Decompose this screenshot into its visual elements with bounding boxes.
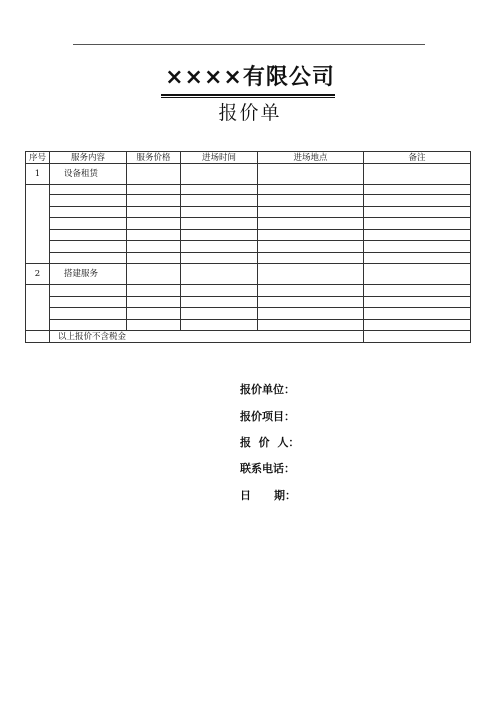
service-name: 搭建服务 <box>50 264 127 285</box>
top-rule <box>73 44 425 45</box>
column-header-remarks: 备注 <box>364 152 471 164</box>
table-row <box>26 185 471 195</box>
table-row <box>26 319 471 331</box>
company-underline-thin <box>161 97 335 98</box>
column-header-entry-time: 进场时间 <box>181 152 258 164</box>
table-row <box>26 195 471 207</box>
column-header-service: 服务内容 <box>50 152 127 164</box>
quote-table <box>25 151 471 343</box>
table-row <box>26 252 471 264</box>
date-label: 日 期： <box>240 489 296 502</box>
table-row <box>26 264 471 285</box>
company-name: ××××有限公司 <box>165 65 335 90</box>
column-header-price: 服务价格 <box>127 152 181 164</box>
table-row <box>26 308 471 320</box>
quote-project-label: 报价项目： <box>240 410 295 423</box>
group-spacer-cell <box>26 185 50 264</box>
group-spacer-cell <box>26 285 50 331</box>
table-row <box>26 218 471 230</box>
table-row <box>26 206 471 218</box>
row-number: 2 <box>26 264 50 285</box>
price-cell <box>127 164 181 185</box>
tax-note-row <box>26 331 471 343</box>
entry-time-cell <box>181 264 258 285</box>
entry-location-cell <box>258 164 364 185</box>
column-header-entry-location: 进场地点 <box>258 152 364 164</box>
quote-unit-label: 报价单位： <box>240 383 295 396</box>
price-cell <box>127 264 181 285</box>
entry-time-cell <box>181 164 258 185</box>
table-row <box>26 285 471 297</box>
quoter-label: 报 价 人： <box>240 436 300 449</box>
entry-location-cell <box>258 264 364 285</box>
table-row <box>26 229 471 241</box>
tax-note: 以上报价不含税金 <box>50 331 364 343</box>
company-underline <box>161 94 335 96</box>
service-name: 设备租赁 <box>50 164 127 185</box>
table-header-row <box>26 152 471 164</box>
document-title: 报价单 <box>218 102 282 124</box>
row-number: 1 <box>26 164 50 185</box>
table-row <box>26 241 471 253</box>
table-row <box>26 296 471 308</box>
contact-phone-label: 联系电话： <box>240 462 295 475</box>
column-header-no: 序号 <box>26 152 50 164</box>
remarks-cell <box>364 264 471 285</box>
table-row <box>26 164 471 185</box>
remarks-cell <box>364 164 471 185</box>
